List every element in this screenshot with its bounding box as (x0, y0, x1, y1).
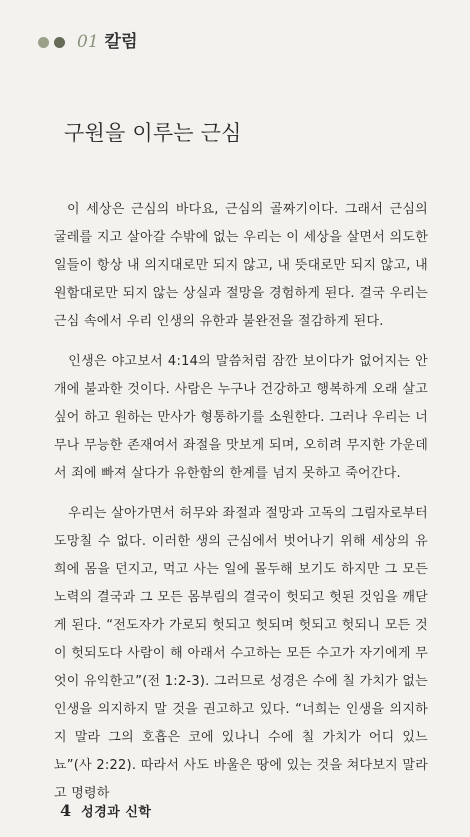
page-footer (60, 801, 151, 820)
paragraph: 우리는 살아가면서 허무와 좌절과 절망과 고독의 그림자로부터 도망칠 수 없다. 이러한 생의 근심에서 벗어나기 위해 세상의 유희에 몸을 던지고, 먹고 사는 일에 몰두해 보기도 하지만 그 모든 노력의 결국과 그 모든 몸부림의 결국이 헛되고 헛된 것임을 깨닫게 된다. “전도자가 가로되 헛되고 헛되며 헛되고 헛되니 모든 것이 헛되도다 사람이 해 아래서 수고하는 모든 수고가 자기에게 무엇이 유익한고”(전 1:2-3). 그러므로 성경은 수에 칠 가치가 없는 인생을 의지하지 말 것을 권고하고 있다. “너희는 인생을 의지하지 말라 그의 호흡은 코에 있나니 수에 칠 가치가 어디 있느뇨”(사 2:22). 따라서 사도 바울은 땅에 있는 것을 쳐다보지 말라고 명령하 (54, 506, 428, 801)
section-number: 01 (77, 32, 99, 52)
bullet-dot-icon (54, 37, 65, 48)
paragraph: 이 세상은 근심의 바다요, 근심의 골짜기이다. 그래서 근심의 굴레를 지고 살아갈 수밖에 없는 우리는 이 세상을 살면서 의도한 일들이 항상 내 의지대로만 되지 않고, 내 뜻대로만 되지 않고, 내 원함대로만 되지 않는 상실과 절망을 경험하게 된다. 결국 우리는 근심 속에서 우리 인생의 유한과 불완전을 절감하게 된다. (54, 202, 428, 329)
article-title: 구원을 이루는 근심 (64, 121, 242, 145)
article-body (54, 196, 428, 820)
page-number: 4 (60, 801, 72, 820)
section-header (38, 32, 138, 52)
section-title: 칼럼 (104, 32, 138, 52)
bullet-dot-icon (38, 37, 49, 48)
paragraph: 인생은 야고보서 4:14의 말씀처럼 잠깐 보이다가 없어지는 안개에 불과한 것이다. 사람은 누구나 건강하고 행복하게 오래 살고 싶어 하고 원하는 만사가 형통하기를 소원한다. 그러나 우리는 너무나 무능한 존재여서 좌절을 맛보게 되며, 오히려 무지한 가운데서 죄에 빠져 살다가 유한함의 한계를 넘지 못하고 죽어간다. (54, 354, 428, 481)
book-title: 성경과 신학 (81, 805, 152, 820)
